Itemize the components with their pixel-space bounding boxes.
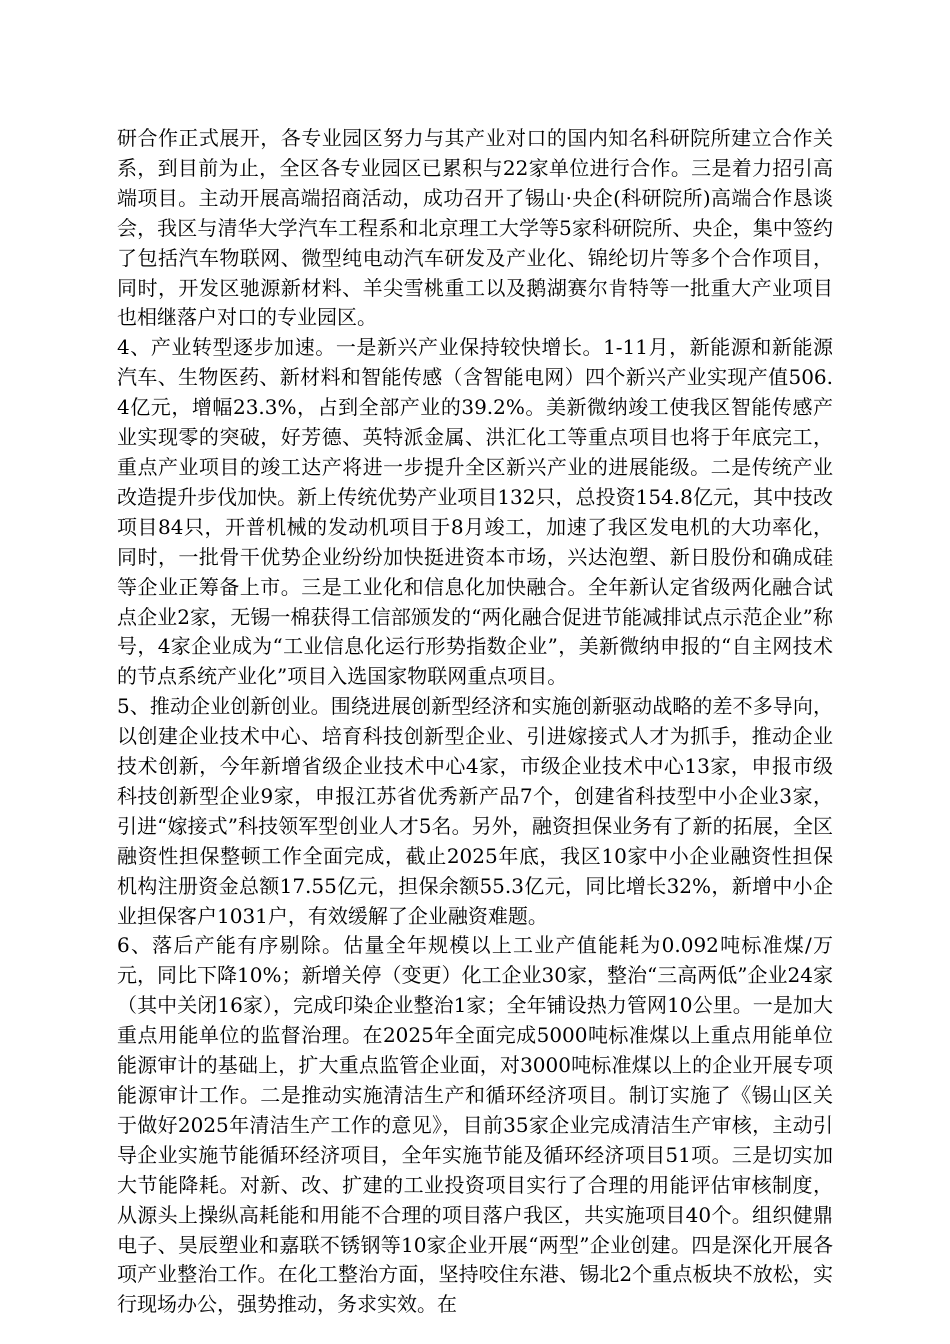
paragraph-research-cooperation: 研合作正式展开，各专业园区努力与其产业对口的国内知名科研院所建立合作关系，到目前为止，全区各专业园区已累积与22家单位进行合作。三是着力招引高端项目。主动开展高端招商活动，成功召开了锡山·央企(科研院所)高端合作恳谈会，我区与清华大学汽车工程系和北京理工大学等5家科研院所、央企，集中签约了包括汽车物联网、微型纯电动汽车研发及产业化、锦纶切片等多个合作项目，同时，开发区驰源新材料、羊尖雪桃重工以及鹅湖赛尔肯特等一批重大产业项目也相继落户对口的专业园区。 [117,126,833,330]
document-page [117,124,833,1320]
paragraph-industry-transformation: 4、产业转型逐步加速。一是新兴产业保持较快增长。1-11月，新能源和新能源汽车、生物医药、新材料和智能传感（含智能电网）四个新兴产业实现产值506.4亿元，增幅23.3%，占到全部产业的39.2%。美新微纳竣工使我区智能传感产业实现零的突破，好芳德、英特派金属、洪汇化工等重点项目也将于年底完工，重点产业项目的竣工达产将进一步提升全区新兴产业的进展能级。二是传统产业改造提升步伐加快。新上传统优势产业项目132只，总投资154.8亿元，其中技改项目84只，开普机械的发动机项目于8月竣工，加速了我区发电机的大功率化，同时，一批骨干优势企业纷纷加快挺进资本市场，兴达泡塑、新日股份和确成硅等企业正筹备上市。三是工业化和信息化加快融合。全年新认定省级两化融合试点企业2家，无锡一棉获得工信部颁发的“两化融合促进节能减排试点示范企业”称号，4家企业成为“工业信息化运行形势指数企业”，美新微纳申报的“自主网技术的节点系统产业化”项目入选国家物联网重点项目。 [117,335,833,689]
paragraph-capacity-elimination: 6、落后产能有序剔除。估量全年规模以上工业产值能耗为0.092吨标准煤/万元，同比下降10%；新增关停（变更）化工企业30家，整治“三高两低”企业24家（其中关闭16家），完成印染企业整治1家；全年铺设热力管网10公里。一是加大重点用能单位的监督治理。在2025年全面完成5000吨标准煤以上重点用能单位能源审计的基础上，扩大重点监管企业面，对3000吨标准煤以上的企业开展专项能源审计工作。二是推动实施清洁生产和循环经济项目。制订实施了《锡山区关于做好2025年清洁生产工作的意见》，目前35家企业完成清洁生产审核，主动引导企业实施节能循环经济项目，全年实施节能及循环经济项目51项。三是切实加大节能降耗。对新、改、扩建的工业投资项目实行了合理的用能评估审核制度，从源头上操纵高耗能和用能不合理的项目落户我区，共实施项目40个。组织健鼎电子、昊辰塑业和嘉联不锈钢等10家企业开展“两型”企业创建。四是深化开展各项产业整治工作。在化工整治方面，坚持咬住东港、锡北2个重点板块不放松，实行现场办公，强势推动，务求实效。在 [117,933,833,1317]
paragraph-enterprise-innovation: 5、推动企业创新创业。围绕进展创新型经济和实施创新驱动战略的差不多导向，以创建企业技术中心、培育科技创新型企业、引进嫁接式人才为抓手，推动企业技术创新，今年新增省级企业技术中心4家，市级企业技术中心13家，申报市级科技创新型企业9家，申报江苏省优秀新产品7个，创建省科技型中小企业3家，引进“嫁接式”科技领军型创业人才5名。另外，融资担保业务有了新的拓展，全区融资性担保整顿工作全面完成，截止2025年底，我区10家中小企业融资性担保机构注册资金总额17.55亿元，担保余额55.3亿元，同比增长32%，新增中小企业担保客户1031户，有效缓解了企业融资难题。 [117,694,833,928]
